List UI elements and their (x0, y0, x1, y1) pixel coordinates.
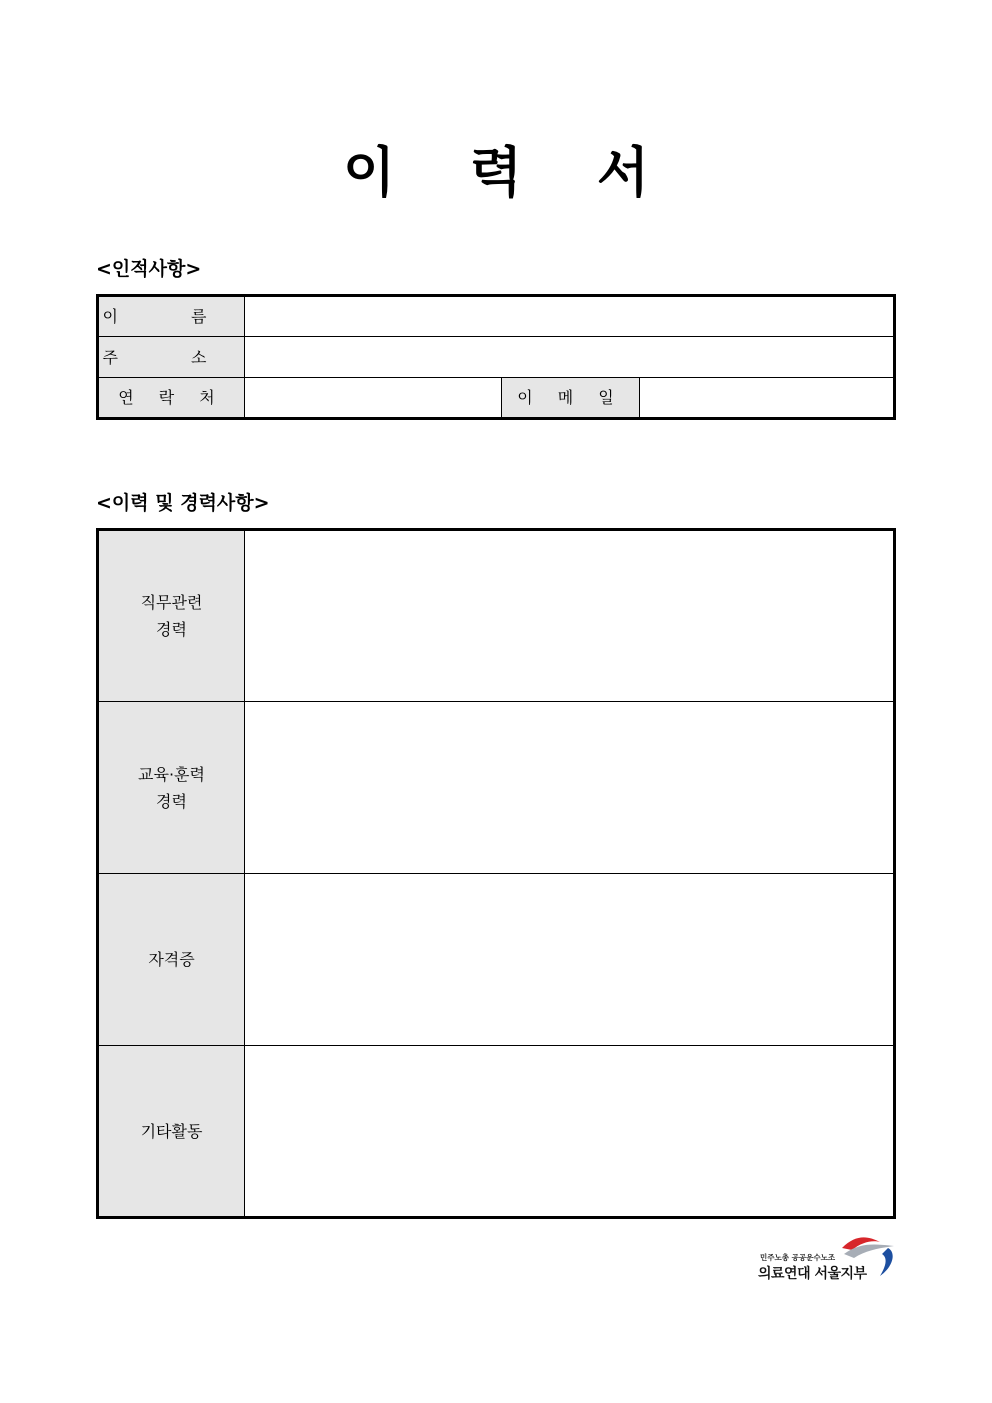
union-logo (756, 1232, 900, 1282)
address-field[interactable] (245, 337, 895, 378)
certification-field[interactable] (245, 874, 895, 1046)
document-title: 이 력 서 (342, 141, 678, 204)
contact-field[interactable] (245, 378, 502, 419)
certification-label (98, 874, 245, 1046)
training-career-field[interactable] (245, 702, 895, 874)
email-field[interactable] (640, 378, 895, 419)
name-label-cell (98, 296, 245, 337)
email-label: 이 메 일 (517, 388, 624, 407)
logo-small-text: 민주노총 공공운수노조 (760, 1253, 836, 1262)
name-row (98, 296, 895, 337)
other-activities-row (98, 1046, 895, 1218)
address-label: 주 소 (102, 347, 241, 367)
job-career-label-line2: 경력 (156, 620, 187, 639)
job-career-row (98, 530, 895, 702)
job-career-field[interactable] (245, 530, 895, 702)
training-career-label (98, 702, 245, 874)
other-activities-label-line1: 기타활동 (140, 1121, 203, 1141)
contact-label-cell (98, 378, 245, 419)
training-career-row (98, 702, 895, 874)
certification-row (98, 874, 895, 1046)
training-career-label-line1: 교육·훈력 (138, 764, 205, 784)
personal-section-heading: <인적사항> (96, 258, 202, 280)
name-field[interactable] (245, 296, 895, 337)
training-career-label-line2: 경력 (156, 791, 187, 811)
certification-label-line1: 자격증 (148, 950, 195, 969)
job-career-label (98, 530, 245, 702)
personal-info-table (96, 294, 896, 420)
other-activities-field[interactable] (245, 1046, 895, 1218)
name-label: 이 름 (102, 307, 241, 326)
address-label-cell (98, 337, 245, 378)
other-activities-label (98, 1046, 245, 1218)
contact-row (98, 378, 895, 419)
address-row (98, 337, 895, 378)
logo-main-text: 의료연대 서울지부 (758, 1266, 867, 1282)
job-career-label-line1: 직무관련 (140, 593, 203, 612)
career-section-heading: <이력 및 경력사항> (96, 492, 270, 514)
career-table (96, 528, 896, 1219)
contact-label: 연 락 처 (118, 388, 225, 407)
email-label-cell (502, 378, 640, 419)
